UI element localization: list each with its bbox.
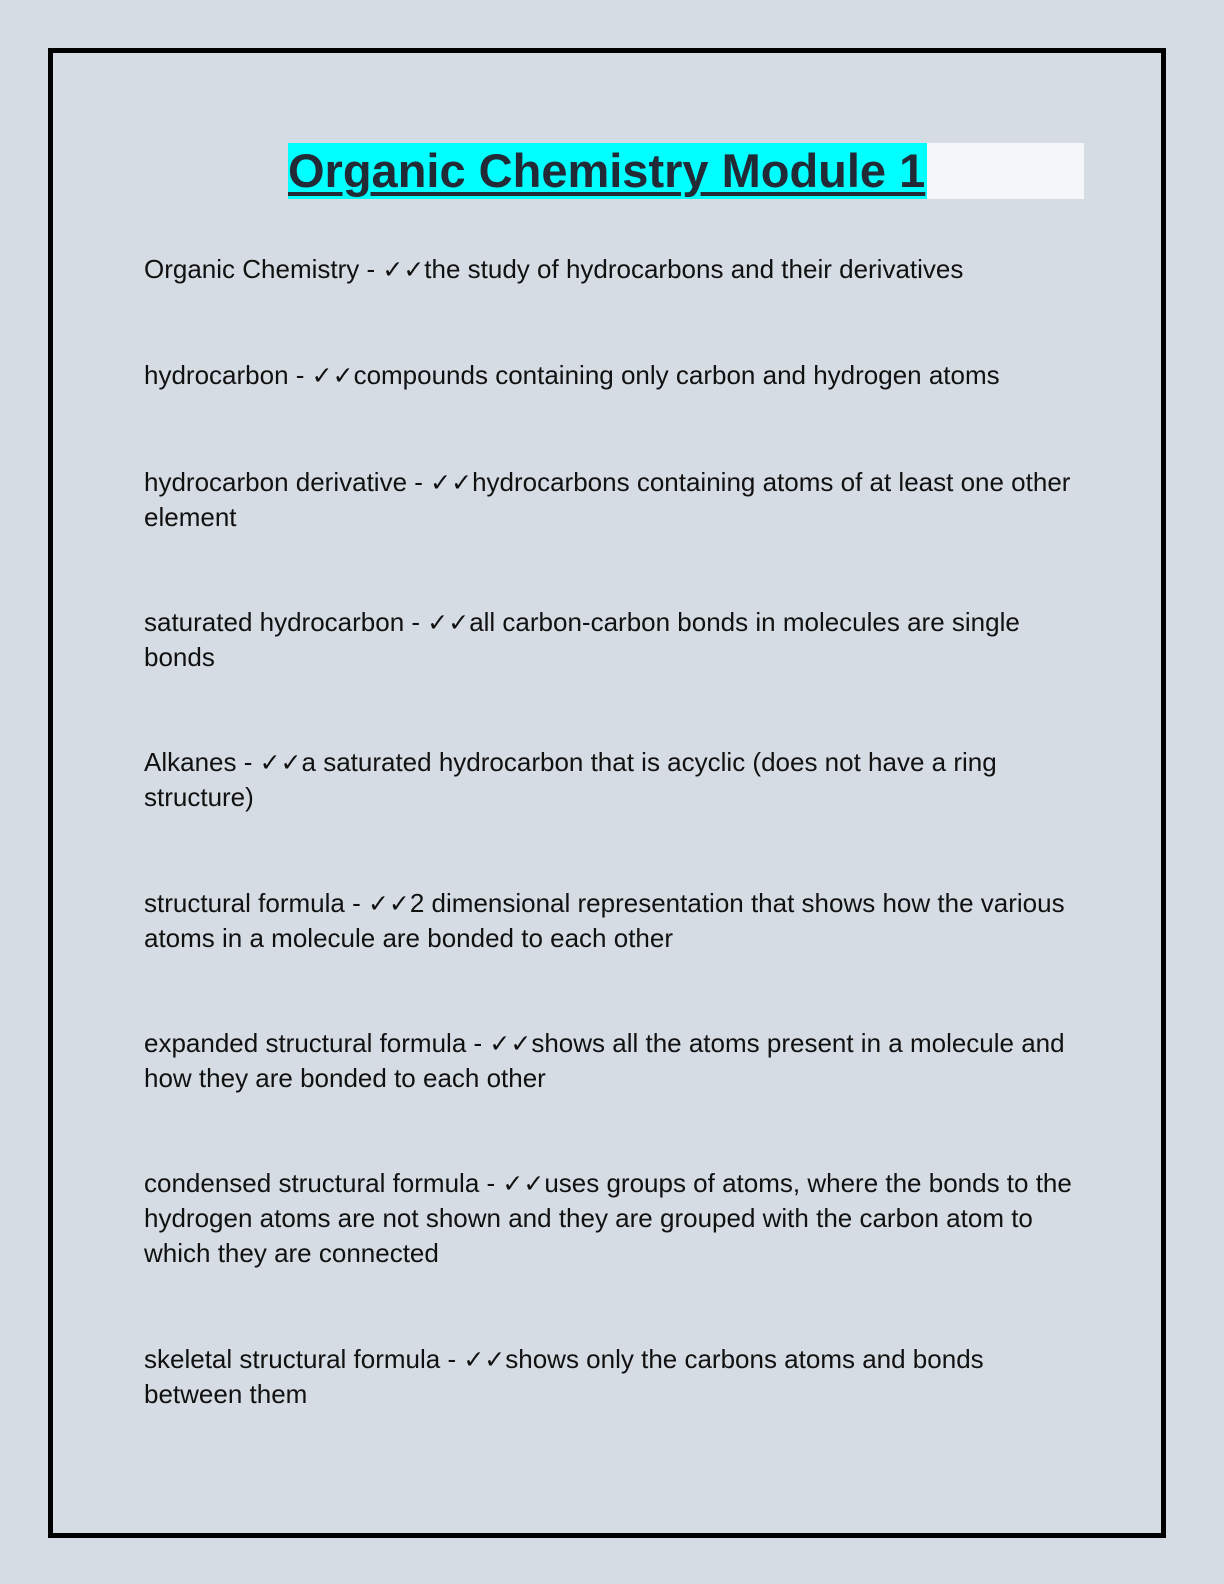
title-block [288,143,1084,199]
entry-definition: uses groups of atoms, where the bonds to the hydrogen atoms are not shown and they are grouped with the carbon atom to which they are connected [144,1168,1072,1268]
entry-term: Alkanes [144,747,237,777]
definition-entry [144,886,1084,956]
definition-entry [144,465,1084,535]
definition-list [144,252,1084,1412]
entry-term: condensed structural formula [144,1168,480,1198]
entry-separator: - [344,888,368,918]
definition-entry [144,1026,1084,1096]
entry-definition: all carbon-carbon bonds in molecules are single bonds [144,607,1020,672]
entry-separator: - [407,467,431,497]
entry-definition: shows all the atoms present in a molecule and how they are bonded to each other [144,1028,1065,1093]
definition-entry [144,605,1084,675]
page-title: Organic Chemistry Module 1 [288,144,926,197]
definition-entry [144,745,1084,815]
definition-entry [144,358,1084,393]
double-check-icon: ✓✓ [502,1169,545,1198]
definition-entry [144,1342,1084,1412]
entry-separator: - [359,254,383,284]
definition-entry [144,252,1084,287]
entry-term: hydrocarbon [144,360,289,390]
entry-definition: shows only the carbons atoms and bonds between them [144,1344,984,1409]
entry-separator: - [466,1028,490,1058]
entry-term: Organic Chemistry [144,254,360,284]
entry-term: expanded structural formula [144,1028,467,1058]
entry-definition: hydrocarbons containing atoms of at least one other element [144,467,1071,532]
entry-definition: 2 dimensional representation that shows how the various atoms in a molecule are bonded to each other [144,888,1065,953]
double-check-icon: ✓✓ [311,361,354,390]
entry-term: skeletal structural formula [144,1344,441,1374]
double-check-icon: ✓✓ [259,748,302,777]
entry-term: hydrocarbon derivative [144,467,408,497]
entry-definition: compounds containing only carbon and hydrogen atoms [353,360,1000,390]
double-check-icon: ✓✓ [427,608,470,637]
double-check-icon: ✓✓ [430,468,473,497]
entry-separator: - [440,1344,464,1374]
double-check-icon: ✓✓ [463,1345,506,1374]
entry-term: saturated hydrocarbon [144,607,405,637]
double-check-icon: ✓✓ [382,255,425,284]
definition-entry [144,1166,1084,1271]
double-check-icon: ✓✓ [489,1029,532,1058]
double-check-icon: ✓✓ [367,889,410,918]
entry-separator: - [479,1168,503,1198]
entry-separator: - [288,360,312,390]
entry-term: structural formula [144,888,345,918]
entry-separator: - [404,607,428,637]
entry-definition: a saturated hydrocarbon that is acyclic (does not have a ring structure) [144,747,997,812]
entry-definition: the study of hydrocarbons and their derivatives [424,254,964,284]
entry-separator: - [236,747,260,777]
